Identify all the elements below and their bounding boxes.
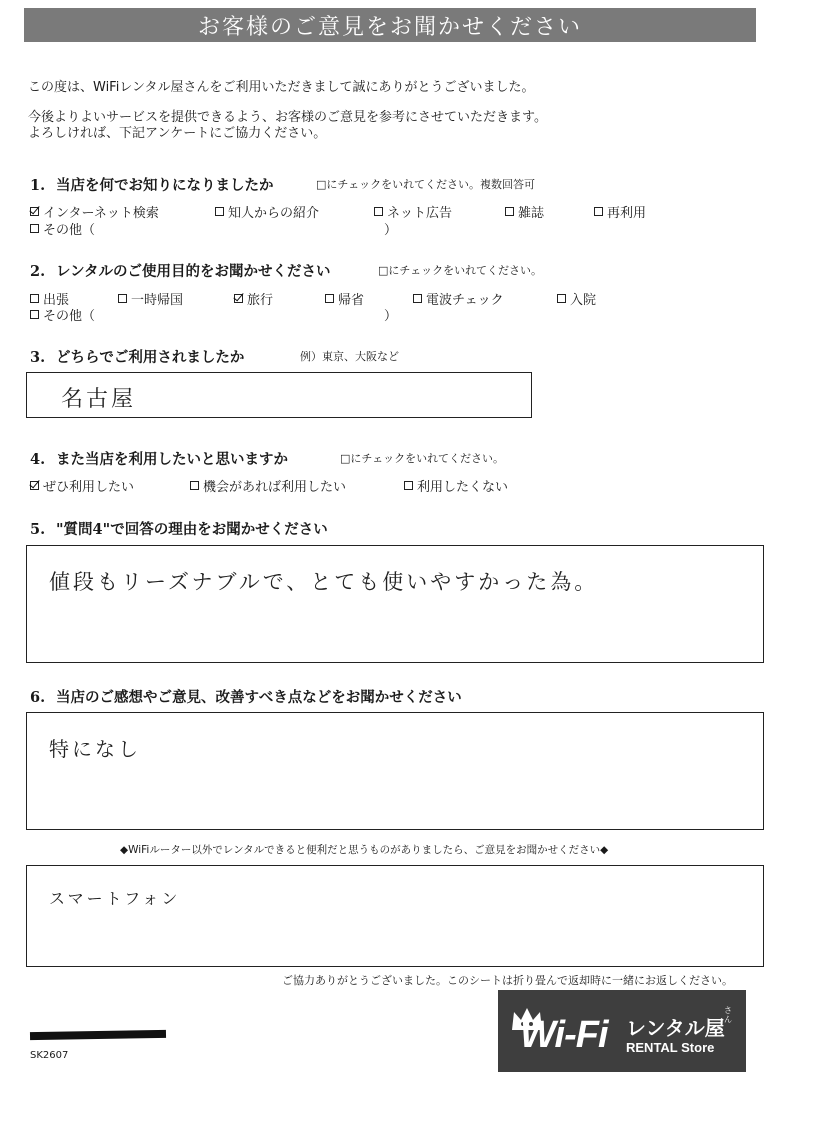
sheet-code: SK2607 bbox=[30, 1050, 69, 1061]
checkbox-icon[interactable] bbox=[374, 207, 383, 216]
q1-other-label: その他（ bbox=[43, 223, 96, 238]
checkbox-icon[interactable] bbox=[30, 310, 39, 319]
question-4-number: 4. bbox=[30, 451, 46, 468]
checkbox-icon[interactable] bbox=[325, 294, 334, 303]
q3-answer-text: 名古屋 bbox=[61, 387, 137, 412]
question-6-number: 6. bbox=[30, 689, 46, 706]
q2-option-other[interactable] bbox=[30, 305, 95, 324]
question-5-title bbox=[30, 518, 328, 539]
intro-line-1: この度は、WiFiレンタル屋さんをご利用いただきまして誠にありがとうございました。 bbox=[28, 80, 535, 95]
q2-other-close: ） bbox=[384, 309, 398, 324]
logo-san-text: さん bbox=[724, 1006, 732, 1024]
footer-thanks: ご協力ありがとうございました。このシートは折り畳んで返却時に一緒にお返しください。 bbox=[282, 974, 733, 987]
q2-option-label: 一時帰国 bbox=[131, 293, 184, 308]
question-2-note: □にチェックをいれてください。 bbox=[378, 264, 543, 277]
q3-answer-box[interactable] bbox=[26, 372, 532, 418]
question-2-number: 2. bbox=[30, 263, 46, 280]
q1-option-label: 雑誌 bbox=[518, 206, 545, 221]
checkbox-checked-icon[interactable] bbox=[30, 481, 39, 490]
intro-line-3: よろしければ、下記アンケートにご協力ください。 bbox=[28, 126, 327, 141]
checkbox-icon[interactable] bbox=[557, 294, 566, 303]
q2-option-homecoming[interactable] bbox=[325, 289, 364, 308]
q2-option-travel[interactable] bbox=[234, 289, 273, 308]
question-3-title bbox=[30, 346, 244, 367]
extra-question-prompt: ◆WiFiルーター以外でレンタルできると便利だと思うものがありましたら、ご意見をお聞かせください◆ bbox=[120, 844, 609, 856]
logo-wifi-text: Wi-Fi bbox=[520, 1014, 608, 1056]
q4-option-label: ぜひ利用したい bbox=[43, 480, 135, 495]
question-3-note: 例）東京、大阪など bbox=[300, 350, 399, 363]
checkbox-icon[interactable] bbox=[30, 294, 39, 303]
checkbox-icon[interactable] bbox=[30, 224, 39, 233]
q6-answer-box[interactable] bbox=[26, 712, 764, 830]
q1-option-label: インターネット検索 bbox=[43, 206, 159, 221]
question-3-number: 3. bbox=[30, 349, 46, 366]
wifi-rental-store-logo bbox=[498, 990, 746, 1072]
q1-option-referral[interactable] bbox=[215, 202, 319, 221]
q2-option-label: 旅行 bbox=[247, 293, 274, 308]
q4-option-no[interactable] bbox=[404, 476, 508, 495]
q2-option-hospital[interactable] bbox=[557, 289, 596, 308]
question-1-title bbox=[30, 174, 274, 195]
q4-option-label: 利用したくない bbox=[417, 480, 509, 495]
question-5-number: 5. bbox=[30, 521, 46, 538]
checkbox-icon[interactable] bbox=[505, 207, 514, 216]
extra-answer-text: スマートフォン bbox=[49, 889, 181, 908]
question-1-number: 1. bbox=[30, 177, 46, 194]
q2-option-label: 電波チェック bbox=[426, 293, 504, 308]
q4-option-definitely[interactable] bbox=[30, 476, 134, 495]
logo-name-text: レンタル屋 bbox=[626, 1016, 725, 1040]
q2-option-label: 入院 bbox=[570, 293, 597, 308]
q2-option-label: 出張 bbox=[43, 293, 70, 308]
question-6-title bbox=[30, 686, 462, 707]
question-2-text: レンタルのご使用目的をお聞かせください bbox=[56, 263, 331, 280]
question-4-note: □にチェックをいれてください。 bbox=[340, 452, 505, 465]
form-title bbox=[24, 8, 756, 42]
q5-answer-box[interactable] bbox=[26, 545, 764, 663]
checkbox-icon[interactable] bbox=[190, 481, 199, 490]
question-5-text: "質問4"で回答の理由をお聞かせください bbox=[56, 521, 328, 538]
q4-option-if-chance[interactable] bbox=[190, 476, 346, 495]
question-4-text: また当店を利用したいと思いますか bbox=[56, 451, 288, 468]
q2-option-signal-check[interactable] bbox=[413, 289, 504, 308]
question-6-text: 当店のご感想やご意見、改善すべき点などをお聞かせください bbox=[56, 689, 462, 706]
q2-other-label: その他（ bbox=[43, 309, 96, 324]
q5-answer-text: 値段もリーズナブルで、とても使いやすかった為。 bbox=[49, 570, 599, 594]
question-1-note: □にチェックをいれてください。複数回答可 bbox=[316, 178, 536, 191]
q1-option-magazine[interactable] bbox=[505, 202, 544, 221]
form-title-text: お客様のご意見をお聞かせください bbox=[197, 14, 582, 40]
q6-answer-text: 特になし bbox=[49, 737, 141, 761]
q2-option-label: 帰省 bbox=[338, 293, 365, 308]
q1-option-label: ネット広告 bbox=[387, 206, 453, 221]
question-2-title bbox=[30, 260, 331, 281]
checkbox-icon[interactable] bbox=[118, 294, 127, 303]
checkbox-checked-icon[interactable] bbox=[30, 207, 39, 216]
checkbox-icon[interactable] bbox=[413, 294, 422, 303]
redacted-bar bbox=[30, 1030, 166, 1040]
checkbox-icon[interactable] bbox=[404, 481, 413, 490]
question-4-title bbox=[30, 448, 288, 469]
q1-option-label: 再利用 bbox=[607, 206, 647, 221]
logo-english-text: RENTAL Store bbox=[626, 1040, 715, 1055]
q1-other-close: ） bbox=[384, 223, 398, 238]
q2-option-return-home[interactable] bbox=[118, 289, 183, 308]
q1-option-label: 知人からの紹介 bbox=[228, 206, 320, 221]
checkbox-icon[interactable] bbox=[215, 207, 224, 216]
q1-option-reuse[interactable] bbox=[594, 202, 646, 221]
question-3-text: どちらでご利用されましたか bbox=[56, 349, 245, 366]
q1-option-other[interactable] bbox=[30, 219, 95, 238]
checkbox-icon[interactable] bbox=[594, 207, 603, 216]
extra-answer-box[interactable] bbox=[26, 865, 764, 967]
checkbox-checked-icon[interactable] bbox=[234, 294, 243, 303]
question-1-text: 当店を何でお知りになりましたか bbox=[56, 177, 274, 194]
q4-option-label: 機会があれば利用したい bbox=[203, 480, 347, 495]
intro-line-2: 今後よりよいサービスを提供できるよう、お客様のご意見を参考にさせていただきます。 bbox=[28, 110, 547, 125]
